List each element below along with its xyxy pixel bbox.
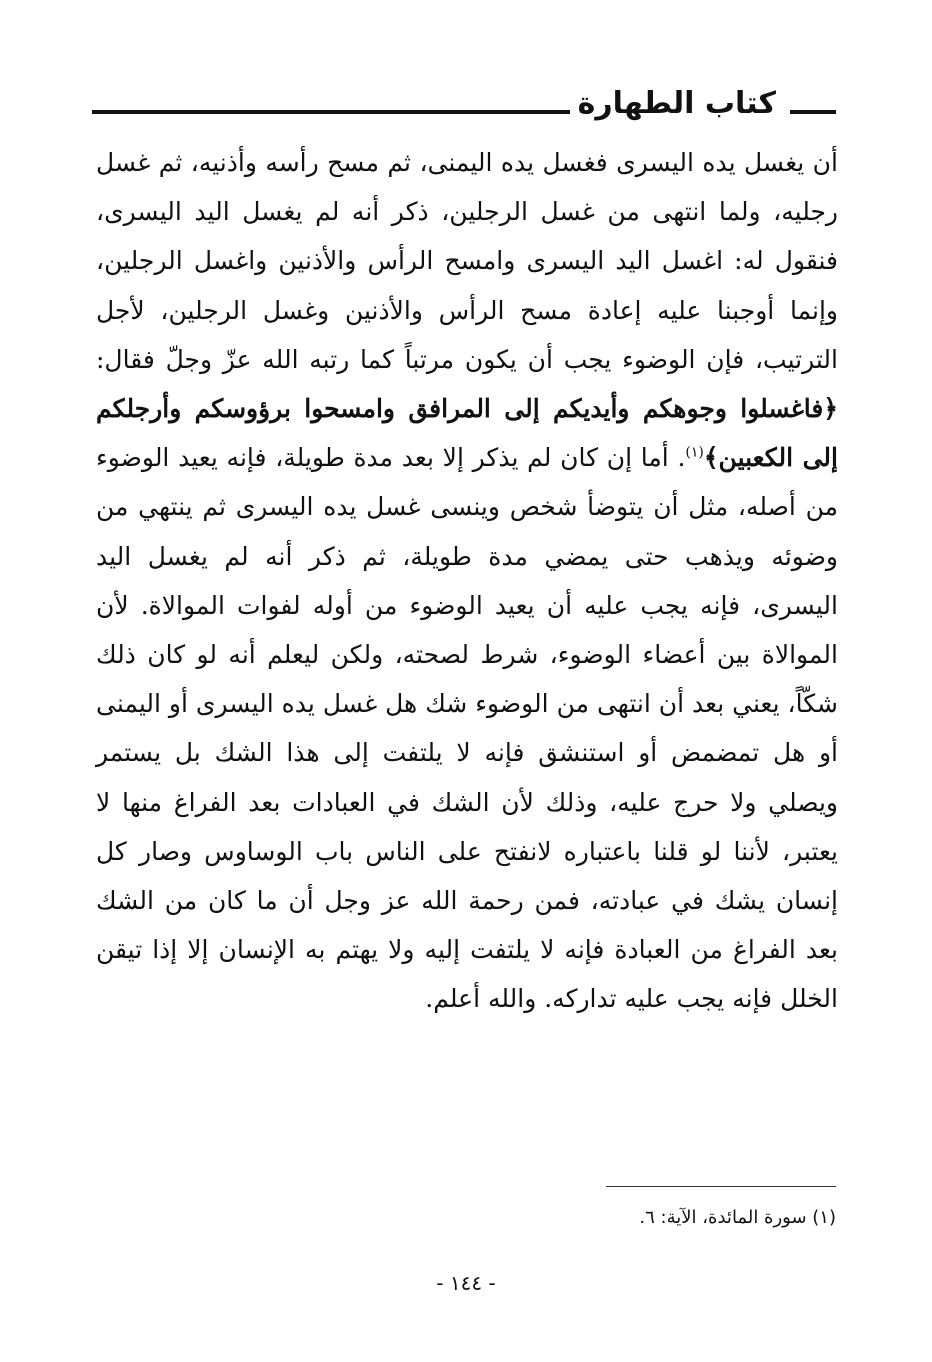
header-dash xyxy=(790,110,836,114)
chapter-title: كتاب الطهارة xyxy=(570,84,776,124)
footnote: (١) سورة المائدة، الآية: ٦. xyxy=(639,1207,836,1228)
running-header xyxy=(92,82,836,132)
paragraph-before-verse: أن يغسل يده اليسرى فغسل يده اليمنى، ثم مسح رأسه وأذنيه، ثم غسل رجليه، ولما انتهى من غسل الرجلين، ذكر أنه لم يغسل اليد اليسرى، فنقول له: اغسل اليد اليسرى وامسح الرأس والأذنين واغسل الرجلين، وإنما أوجبنا عليه إعادة مسح الرأس والأذنين وغسل الرجلين، لأجل الترتيب، فإن الوضوء يجب أن يكون مرتباً كما رتبه الله عزّ وجلّ فقال: xyxy=(96,148,838,374)
paragraph-after-verse: . أما إن كان لم يذكر إلا بعد مدة طويلة، فإنه يعيد الوضوء من أصله، مثل أن يتوضأ شخص وينسى غسل يده اليسرى ثم ينتهي من وضوئه ويذهب حتى يمضي مدة طويلة، ثم ذكر أنه لم يغسل اليد اليسرى، فإنه يجب عليه أن يعيد الوضوء من أوله لفوات الموالاة. لأن الموالاة بين أعضاء الوضوء، شرط لصحته، ولكن ليعلم أنه لو كان ذلك شكّاً، يعني بعد أن انتهى من الوضوء شك هل غسل يده اليسرى أو اليمنى أو هل تمضمض أو استنشق فإنه لا يلتفت إلى هذا الشك بل يستمر ويصلي ولا حرج عليه، وذلك لأن الشك في العبادات بعد الفراغ منها لا يعتبر، لأننا لو قلنا باعتباره لانفتح على الناس باب الوساوس وصار كل إنسان يشك في عبادته، فمن رحمة الله عز وجل أن ما كان من الشك بعد الفراغ من العبادة فإنه لا يلتفت إليه ولا يهتم به الإنسان إلا إذا تيقن الخلل فإنه يجب عليه تداركه. والله أعلم. xyxy=(96,443,838,1014)
header-rule xyxy=(92,110,592,114)
page-number: - ١٤٤ - xyxy=(436,1271,496,1295)
footnote-marker: (١) xyxy=(685,444,704,461)
main-text xyxy=(96,138,838,1024)
footnote-separator xyxy=(606,1186,836,1187)
quran-verse: ﴿فاغسلوا وجوهكم وأيديكم إلى المرافق وامسحوا برؤوسكم وأرجلكم إلى الكعبين﴾ xyxy=(96,394,838,473)
